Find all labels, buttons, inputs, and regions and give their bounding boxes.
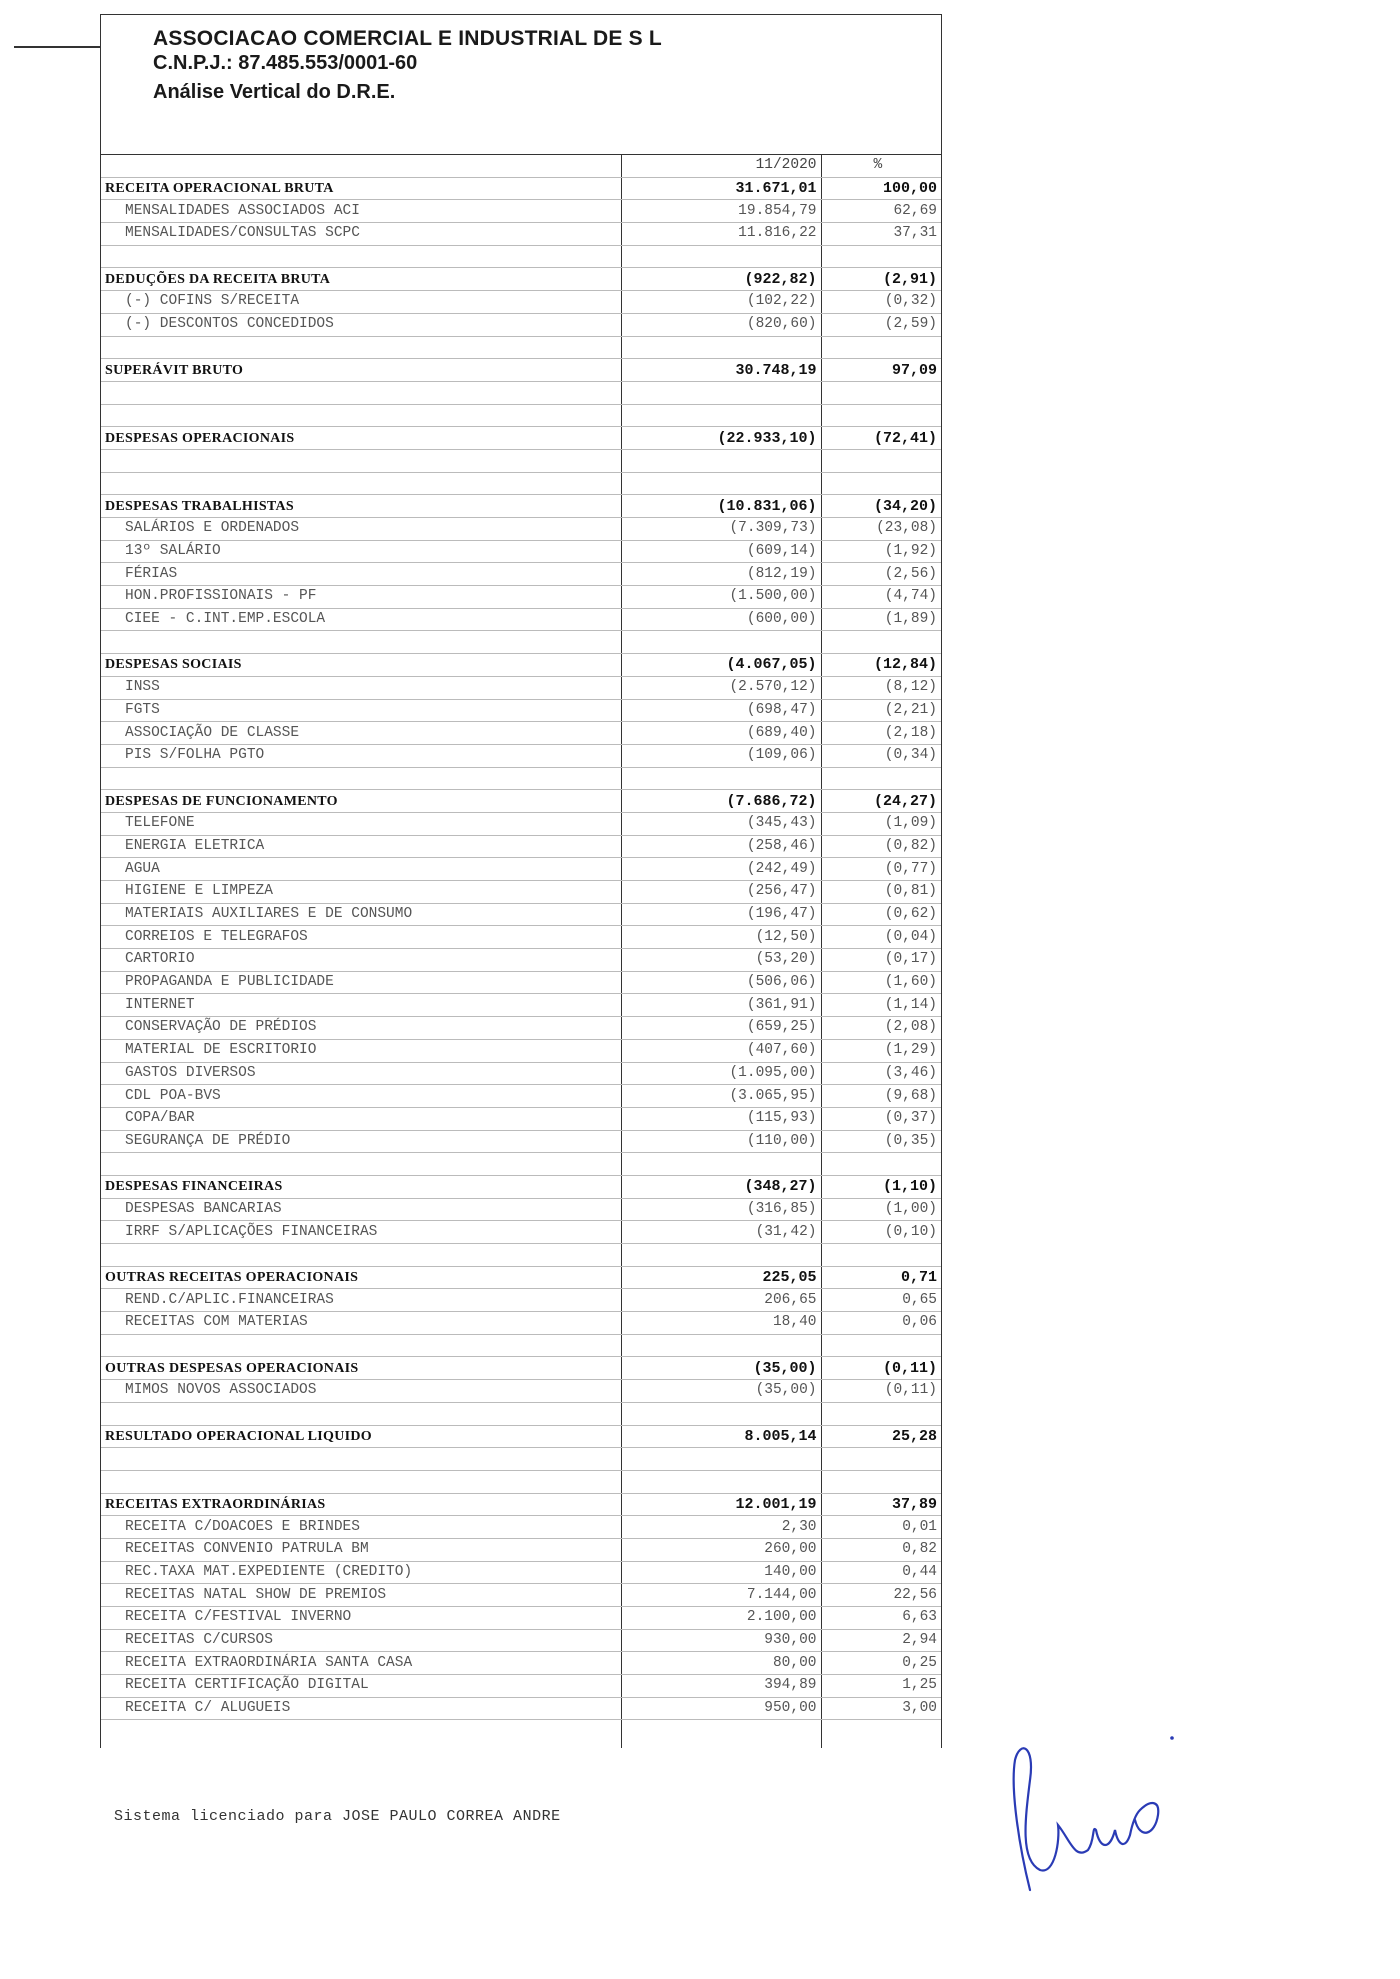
header-percent: % [821, 155, 941, 177]
row-value: 206,65 [621, 1289, 821, 1312]
row-percent: 37,89 [821, 1493, 941, 1516]
row-value: (698,47) [621, 699, 821, 722]
item-row [101, 586, 941, 609]
item-row [101, 835, 941, 858]
row-label: RESULTADO OPERACIONAL LIQUIDO [101, 1425, 621, 1448]
row-value: (258,46) [621, 835, 821, 858]
section-row [101, 177, 941, 200]
spacer-row [101, 1334, 941, 1357]
item-row [101, 1312, 941, 1335]
row-value: 80,00 [621, 1652, 821, 1675]
row-percent [821, 381, 941, 404]
row-label: OUTRAS DESPESAS OPERACIONAIS [101, 1357, 621, 1380]
row-label [101, 381, 621, 404]
dre-table [101, 155, 941, 1748]
row-label: CORREIOS E TELEGRAFOS [101, 926, 621, 949]
row-percent: 22,56 [821, 1584, 941, 1607]
row-label: RECEITAS CONVENIO PATRULA BM [101, 1538, 621, 1561]
row-value: 930,00 [621, 1629, 821, 1652]
section-row [101, 1425, 941, 1448]
spacer-row [101, 245, 941, 268]
row-label: RECEITA C/DOACOES E BRINDES [101, 1516, 621, 1539]
row-label: INTERNET [101, 994, 621, 1017]
item-row [101, 1380, 941, 1403]
row-label: (-) COFINS S/RECEITA [101, 291, 621, 314]
item-row [101, 1289, 941, 1312]
item-row [101, 1039, 941, 1062]
item-row [101, 926, 941, 949]
row-label: RECEITA C/FESTIVAL INVERNO [101, 1607, 621, 1630]
header-description-cell [101, 155, 621, 177]
row-label: REC.TAXA MAT.EXPEDIENTE (CREDITO) [101, 1561, 621, 1584]
item-row [101, 1697, 941, 1720]
row-value: 140,00 [621, 1561, 821, 1584]
row-percent [821, 404, 941, 427]
row-value: 260,00 [621, 1538, 821, 1561]
row-percent: (0,77) [821, 858, 941, 881]
section-row [101, 1266, 941, 1289]
row-percent: (34,20) [821, 495, 941, 518]
row-value [621, 1720, 821, 1749]
row-percent: (0,81) [821, 881, 941, 904]
row-percent: (4,74) [821, 586, 941, 609]
row-value: (348,27) [621, 1175, 821, 1198]
row-percent: 0,01 [821, 1516, 941, 1539]
row-percent: (0,34) [821, 744, 941, 767]
row-label: INSS [101, 676, 621, 699]
row-label [101, 472, 621, 495]
row-label [101, 1153, 621, 1176]
section-row [101, 268, 941, 291]
row-label [101, 336, 621, 359]
row-percent [821, 449, 941, 472]
row-value: (53,20) [621, 949, 821, 972]
spacer-row [101, 1720, 941, 1749]
row-label: (-) DESCONTOS CONCEDIDOS [101, 313, 621, 336]
spacer-row [101, 449, 941, 472]
row-label: CDL POA-BVS [101, 1085, 621, 1108]
row-percent: 1,25 [821, 1675, 941, 1698]
section-row [101, 1357, 941, 1380]
row-label: RECEITAS COM MATERIAS [101, 1312, 621, 1335]
row-value: 7.144,00 [621, 1584, 821, 1607]
row-label [101, 404, 621, 427]
row-percent: 100,00 [821, 177, 941, 200]
row-value: (110,00) [621, 1130, 821, 1153]
row-percent [821, 336, 941, 359]
item-row [101, 1607, 941, 1630]
row-value: (35,00) [621, 1357, 821, 1380]
item-row [101, 223, 941, 246]
row-percent: (0,35) [821, 1130, 941, 1153]
row-percent [821, 631, 941, 654]
row-label: HON.PROFISSIONAIS - PF [101, 586, 621, 609]
row-label: SEGURANÇA DE PRÉDIO [101, 1130, 621, 1153]
row-percent: (0,32) [821, 291, 941, 314]
row-percent [821, 767, 941, 790]
item-row [101, 1221, 941, 1244]
row-label: DEDUÇÕES DA RECEITA BRUTA [101, 268, 621, 291]
row-percent [821, 1402, 941, 1425]
row-label: PROPAGANDA E PUBLICIDADE [101, 971, 621, 994]
row-label: TELEFONE [101, 812, 621, 835]
row-percent [821, 1470, 941, 1493]
handwritten-signature [1000, 1700, 1200, 1900]
row-label: CARTORIO [101, 949, 621, 972]
item-row [101, 313, 941, 336]
row-percent: (1,89) [821, 608, 941, 631]
row-percent [821, 245, 941, 268]
item-row [101, 1584, 941, 1607]
row-value: 18,40 [621, 1312, 821, 1335]
item-row [101, 1107, 941, 1130]
row-label: RECEITA CERTIFICAÇÃO DIGITAL [101, 1675, 621, 1698]
row-percent: (23,08) [821, 518, 941, 541]
item-row [101, 540, 941, 563]
row-label: HIGIENE E LIMPEZA [101, 881, 621, 904]
row-percent: (0,10) [821, 1221, 941, 1244]
item-row [101, 971, 941, 994]
item-row [101, 291, 941, 314]
item-row [101, 722, 941, 745]
row-percent: (0,62) [821, 903, 941, 926]
header-period: 11/2020 [621, 155, 821, 177]
spacer-row [101, 1448, 941, 1471]
row-label [101, 449, 621, 472]
row-value: 31.671,01 [621, 177, 821, 200]
row-value: (4.067,05) [621, 654, 821, 677]
row-percent: (3,46) [821, 1062, 941, 1085]
row-value: (3.065,95) [621, 1085, 821, 1108]
item-row [101, 1130, 941, 1153]
row-label: REND.C/APLIC.FINANCEIRAS [101, 1289, 621, 1312]
row-value: (242,49) [621, 858, 821, 881]
row-value: (345,43) [621, 812, 821, 835]
row-percent: (2,56) [821, 563, 941, 586]
spacer-row [101, 1244, 941, 1267]
spacer-row [101, 631, 941, 654]
row-value: 950,00 [621, 1697, 821, 1720]
report-title: Análise Vertical do D.R.E. [153, 81, 396, 103]
report-document [100, 14, 942, 1748]
row-label: ASSOCIAÇÃO DE CLASSE [101, 722, 621, 745]
item-row [101, 1561, 941, 1584]
row-value: (600,00) [621, 608, 821, 631]
row-label: RECEITA OPERACIONAL BRUTA [101, 177, 621, 200]
row-label: SUPERÁVIT BRUTO [101, 359, 621, 382]
row-percent: (0,04) [821, 926, 941, 949]
section-row [101, 1493, 941, 1516]
row-value [621, 767, 821, 790]
row-value: 2.100,00 [621, 1607, 821, 1630]
row-percent: 3,00 [821, 1697, 941, 1720]
section-row [101, 1175, 941, 1198]
row-value: (10.831,06) [621, 495, 821, 518]
spacer-row [101, 1402, 941, 1425]
row-value [621, 1153, 821, 1176]
row-percent [821, 472, 941, 495]
row-percent: 0,65 [821, 1289, 941, 1312]
section-row [101, 359, 941, 382]
row-label: GASTOS DIVERSOS [101, 1062, 621, 1085]
row-label: CIEE - C.INT.EMP.ESCOLA [101, 608, 621, 631]
row-percent: (12,84) [821, 654, 941, 677]
row-value: (7.686,72) [621, 790, 821, 813]
row-label [101, 1402, 621, 1425]
row-label [101, 1334, 621, 1357]
item-row [101, 1198, 941, 1221]
license-footer: Sistema licenciado para JOSE PAULO CORREA ANDRE [114, 1808, 561, 1825]
spacer-row [101, 472, 941, 495]
spacer-row [101, 336, 941, 359]
row-value [621, 472, 821, 495]
row-label: DESPESAS SOCIAIS [101, 654, 621, 677]
spacer-row [101, 381, 941, 404]
item-row [101, 1538, 941, 1561]
row-percent: 0,82 [821, 1538, 941, 1561]
company-name: ASSOCIACAO COMERCIAL E INDUSTRIAL DE S L [153, 27, 662, 50]
row-percent: (1,14) [821, 994, 941, 1017]
item-row [101, 563, 941, 586]
row-value: (609,14) [621, 540, 821, 563]
row-label: DESPESAS TRABALHISTAS [101, 495, 621, 518]
row-label [101, 1244, 621, 1267]
row-value: (922,82) [621, 268, 821, 291]
row-label: RECEITAS C/CURSOS [101, 1629, 621, 1652]
row-label: MENSALIDADES/CONSULTAS SCPC [101, 223, 621, 246]
row-label: FGTS [101, 699, 621, 722]
row-label: PIS S/FOLHA PGTO [101, 744, 621, 767]
row-percent: (1,09) [821, 812, 941, 835]
row-value: (22.933,10) [621, 427, 821, 450]
row-percent [821, 1153, 941, 1176]
row-value [621, 1334, 821, 1357]
item-row [101, 518, 941, 541]
row-percent: (1,00) [821, 1198, 941, 1221]
item-row [101, 949, 941, 972]
row-value [621, 336, 821, 359]
item-row [101, 676, 941, 699]
row-value: (316,85) [621, 1198, 821, 1221]
row-percent: 2,94 [821, 1629, 941, 1652]
company-cnpj: C.N.P.J.: 87.485.553/0001-60 [153, 52, 418, 74]
row-percent: 37,31 [821, 223, 941, 246]
row-label: MENSALIDADES ASSOCIADOS ACI [101, 200, 621, 223]
row-value [621, 631, 821, 654]
row-percent [821, 1448, 941, 1471]
row-value: 8.005,14 [621, 1425, 821, 1448]
row-label: AGUA [101, 858, 621, 881]
row-value: (35,00) [621, 1380, 821, 1403]
row-percent: 97,09 [821, 359, 941, 382]
row-value: 12.001,19 [621, 1493, 821, 1516]
row-value [621, 1402, 821, 1425]
row-label: IRRF S/APLICAÇÕES FINANCEIRAS [101, 1221, 621, 1244]
row-percent: (0,11) [821, 1380, 941, 1403]
item-row [101, 1062, 941, 1085]
row-percent: 25,28 [821, 1425, 941, 1448]
row-value: 19.854,79 [621, 200, 821, 223]
row-percent: (9,68) [821, 1085, 941, 1108]
row-percent: (2,91) [821, 268, 941, 291]
spacer-row [101, 404, 941, 427]
row-percent: (0,82) [821, 835, 941, 858]
row-percent: (1,29) [821, 1039, 941, 1062]
row-value: (659,25) [621, 1017, 821, 1040]
row-percent: 0,06 [821, 1312, 941, 1335]
row-label: MATERIAL DE ESCRITORIO [101, 1039, 621, 1062]
item-row [101, 1629, 941, 1652]
row-percent: (2,18) [821, 722, 941, 745]
row-label: RECEITA C/ ALUGUEIS [101, 1697, 621, 1720]
spacer-row [101, 1470, 941, 1493]
row-value: 30.748,19 [621, 359, 821, 382]
row-percent [821, 1720, 941, 1749]
row-label: RECEITAS EXTRAORDINÁRIAS [101, 1493, 621, 1516]
row-value: (407,60) [621, 1039, 821, 1062]
row-label: MATERIAIS AUXILIARES E DE CONSUMO [101, 903, 621, 926]
row-label: DESPESAS OPERACIONAIS [101, 427, 621, 450]
item-row [101, 881, 941, 904]
row-value [621, 1470, 821, 1493]
section-row [101, 427, 941, 450]
row-value: 394,89 [621, 1675, 821, 1698]
row-value: (1.095,00) [621, 1062, 821, 1085]
row-percent [821, 1334, 941, 1357]
row-value: (820,60) [621, 313, 821, 336]
row-percent: 62,69 [821, 200, 941, 223]
row-value: (12,50) [621, 926, 821, 949]
row-label: OUTRAS RECEITAS OPERACIONAIS [101, 1266, 621, 1289]
row-value: (689,40) [621, 722, 821, 745]
item-row [101, 744, 941, 767]
spacer-row [101, 1153, 941, 1176]
corner-mark [14, 46, 100, 48]
row-percent: 6,63 [821, 1607, 941, 1630]
row-label: RECEITAS NATAL SHOW DE PREMIOS [101, 1584, 621, 1607]
row-percent: (2,59) [821, 313, 941, 336]
row-label [101, 1448, 621, 1471]
item-row [101, 1652, 941, 1675]
row-label: SALÁRIOS E ORDENADOS [101, 518, 621, 541]
row-label [101, 767, 621, 790]
item-row [101, 858, 941, 881]
row-label: RECEITA EXTRAORDINÁRIA SANTA CASA [101, 1652, 621, 1675]
row-value [621, 381, 821, 404]
row-value: (31,42) [621, 1221, 821, 1244]
row-value: 225,05 [621, 1266, 821, 1289]
row-value: (109,06) [621, 744, 821, 767]
row-label [101, 245, 621, 268]
item-row [101, 994, 941, 1017]
row-value: (2.570,12) [621, 676, 821, 699]
item-row [101, 903, 941, 926]
row-value: (812,19) [621, 563, 821, 586]
row-value [621, 1244, 821, 1267]
row-value: (196,47) [621, 903, 821, 926]
row-percent: (0,37) [821, 1107, 941, 1130]
item-row [101, 1017, 941, 1040]
row-value [621, 449, 821, 472]
row-label: CONSERVAÇÃO DE PRÉDIOS [101, 1017, 621, 1040]
item-row [101, 1085, 941, 1108]
row-label [101, 1720, 621, 1749]
row-percent: 0,25 [821, 1652, 941, 1675]
item-row [101, 699, 941, 722]
row-label: 13º SALÁRIO [101, 540, 621, 563]
row-percent: (2,08) [821, 1017, 941, 1040]
item-row [101, 1516, 941, 1539]
row-value: (102,22) [621, 291, 821, 314]
row-value: (506,06) [621, 971, 821, 994]
item-row [101, 812, 941, 835]
row-label [101, 631, 621, 654]
row-value: 11.816,22 [621, 223, 821, 246]
row-percent: (72,41) [821, 427, 941, 450]
section-row [101, 654, 941, 677]
section-row [101, 495, 941, 518]
spacer-row [101, 767, 941, 790]
row-percent: (2,21) [821, 699, 941, 722]
row-percent: (0,11) [821, 1357, 941, 1380]
row-percent: (1,92) [821, 540, 941, 563]
row-percent: 0,71 [821, 1266, 941, 1289]
row-value: (1.500,00) [621, 586, 821, 609]
row-label [101, 1470, 621, 1493]
row-value: 2,30 [621, 1516, 821, 1539]
row-value [621, 404, 821, 427]
row-percent: (24,27) [821, 790, 941, 813]
row-label: ENERGIA ELETRICA [101, 835, 621, 858]
row-percent: (1,10) [821, 1175, 941, 1198]
row-value: (256,47) [621, 881, 821, 904]
row-label: COPA/BAR [101, 1107, 621, 1130]
section-row [101, 790, 941, 813]
row-value: (361,91) [621, 994, 821, 1017]
row-percent [821, 1244, 941, 1267]
row-value: (7.309,73) [621, 518, 821, 541]
row-percent: (0,17) [821, 949, 941, 972]
row-value [621, 245, 821, 268]
row-label: MIMOS NOVOS ASSOCIADOS [101, 1380, 621, 1403]
item-row [101, 608, 941, 631]
row-label: FÉRIAS [101, 563, 621, 586]
row-percent: (8,12) [821, 676, 941, 699]
row-label: DESPESAS FINANCEIRAS [101, 1175, 621, 1198]
item-row [101, 1675, 941, 1698]
row-percent: 0,44 [821, 1561, 941, 1584]
row-value: (115,93) [621, 1107, 821, 1130]
report-header [101, 15, 941, 155]
row-label: DESPESAS BANCARIAS [101, 1198, 621, 1221]
item-row [101, 200, 941, 223]
table-header-row [101, 155, 941, 177]
row-label: DESPESAS DE FUNCIONAMENTO [101, 790, 621, 813]
row-value [621, 1448, 821, 1471]
row-percent: (1,60) [821, 971, 941, 994]
